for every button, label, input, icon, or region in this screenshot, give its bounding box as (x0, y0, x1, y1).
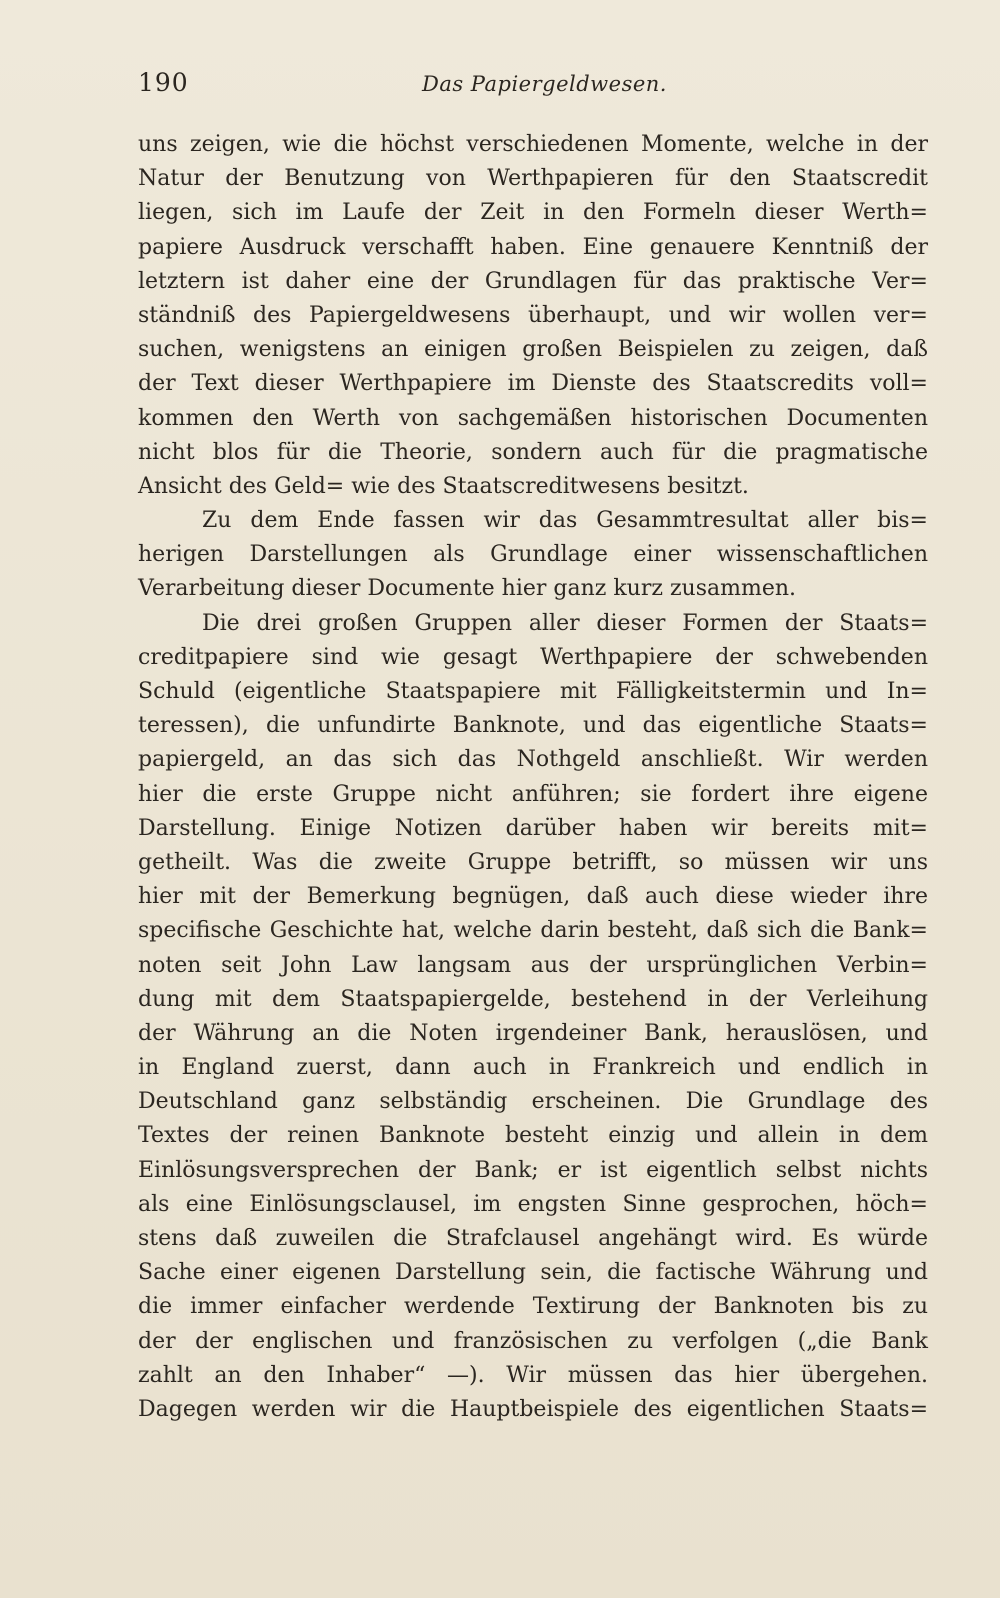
text-line: suchen, wenigstens an einigen großen Beispielen zu zeigen, daß (138, 337, 928, 363)
text-line: liegen, sich im Laufe der Zeit in den Formeln dieser Werth= (138, 200, 928, 226)
text-line: Textes der reinen Banknote besteht einzig und allein in dem (138, 1123, 928, 1149)
page-header (138, 68, 918, 108)
text-line: der Währung an die Noten irgendeiner Bank, herauslösen, und (138, 1020, 928, 1046)
text-line: die immer einfacher werdende Textirung der Banknoten bis zu (138, 1294, 928, 1320)
text-line: papiergeld, an das sich das Nothgeld anschließt. Wir werden (138, 747, 928, 773)
text-line: teressen), die unfundirte Banknote, und das eigentliche Staats= (138, 713, 928, 739)
text-line: in England zuerst, dann auch in Frankreich und endlich in (138, 1055, 928, 1081)
text-line: dung mit dem Staatspapiergelde, bestehend in der Verleihung (138, 986, 928, 1012)
text-line: Sache einer eigenen Darstellung sein, die factische Währung und (138, 1260, 928, 1286)
text-line: papiere Ausdruck verschafft haben. Eine genauere Kenntniß der (138, 234, 928, 260)
text-line: Natur der Benutzung von Werthpapieren für den Staatscredit (138, 166, 928, 192)
text-line: als eine Einlösungsclausel, im engsten Sinne gesprochen, höch= (138, 1191, 928, 1217)
text-line: stens daß zuweilen die Strafclausel angehängt wird. Es würde (138, 1226, 928, 1251)
text-line: hier die erste Gruppe nicht anführen; sie fordert ihre eigene (138, 781, 928, 807)
text-line: Einlösungsversprechen der Bank; er ist eigentlich selbst nichts (138, 1157, 928, 1183)
text-line: Schuld (eigentliche Staatspapiere mit Fälligkeitstermin und In= (138, 679, 928, 704)
text-line: herigen Darstellungen als Grundlage einer wissenschaftlichen (138, 542, 928, 568)
text-line: uns zeigen, wie die höchst verschiedenen Momente, welche in der (138, 132, 928, 157)
text-line: Darstellung. Einige Notizen darüber haben wir bereits mit= (138, 815, 928, 841)
text-line: Die drei großen Gruppen aller dieser Formen der Staats= (202, 610, 928, 636)
text-line: nicht blos für die Theorie, sondern auch für die pragmatische (138, 439, 928, 465)
page-number: 190 (138, 68, 189, 97)
text-line: getheilt. Was die zweite Gruppe betrifft, so müssen wir uns (138, 849, 928, 875)
text-line: Dagegen werden wir die Hauptbeispiele des eigentlichen Staats= (138, 1396, 928, 1422)
text-line: ständniß des Papiergeldwesens überhaupt, und wir wollen ver= (138, 302, 928, 328)
text-line: hier mit der Bemerkung begnügen, daß auch diese wieder ihre (138, 884, 928, 910)
text-line: zahlt an den Inhaber“ —). Wir müssen das hier übergehen. (138, 1362, 928, 1388)
text-line: Verarbeitung dieser Documente hier ganz kurz zusammen. (138, 576, 797, 602)
text-line: Deutschland ganz selbständig erscheinen. Die Grundlage des (138, 1089, 928, 1115)
text-line: der der englischen und französischen zu verfolgen („die Bank (138, 1328, 928, 1354)
text-line: letztern ist daher eine der Grundlagen für das praktische Ver= (138, 268, 928, 294)
text-line: creditpapiere sind wie gesagt Werthpapiere der schwebenden (138, 644, 928, 670)
text-line: kommen den Werth von sachgemäßen historischen Documenten (138, 405, 928, 431)
text-line: noten seit John Law langsam aus der ursprünglichen Verbin= (138, 952, 928, 978)
text-line: der Text dieser Werthpapiere im Dienste des Staatscredits voll= (138, 371, 928, 397)
body-text (138, 128, 928, 1427)
text-line: Ansicht des Geld= wie des Staatscreditwesens besitzt. (138, 473, 749, 499)
text-line: Zu dem Ende fassen wir das Gesammtresultat aller bis= (202, 508, 928, 534)
text-line: specifische Geschichte hat, welche darin besteht, daß sich die Bank= (138, 918, 928, 944)
running-title: Das Papiergeldwesen. (422, 72, 667, 96)
